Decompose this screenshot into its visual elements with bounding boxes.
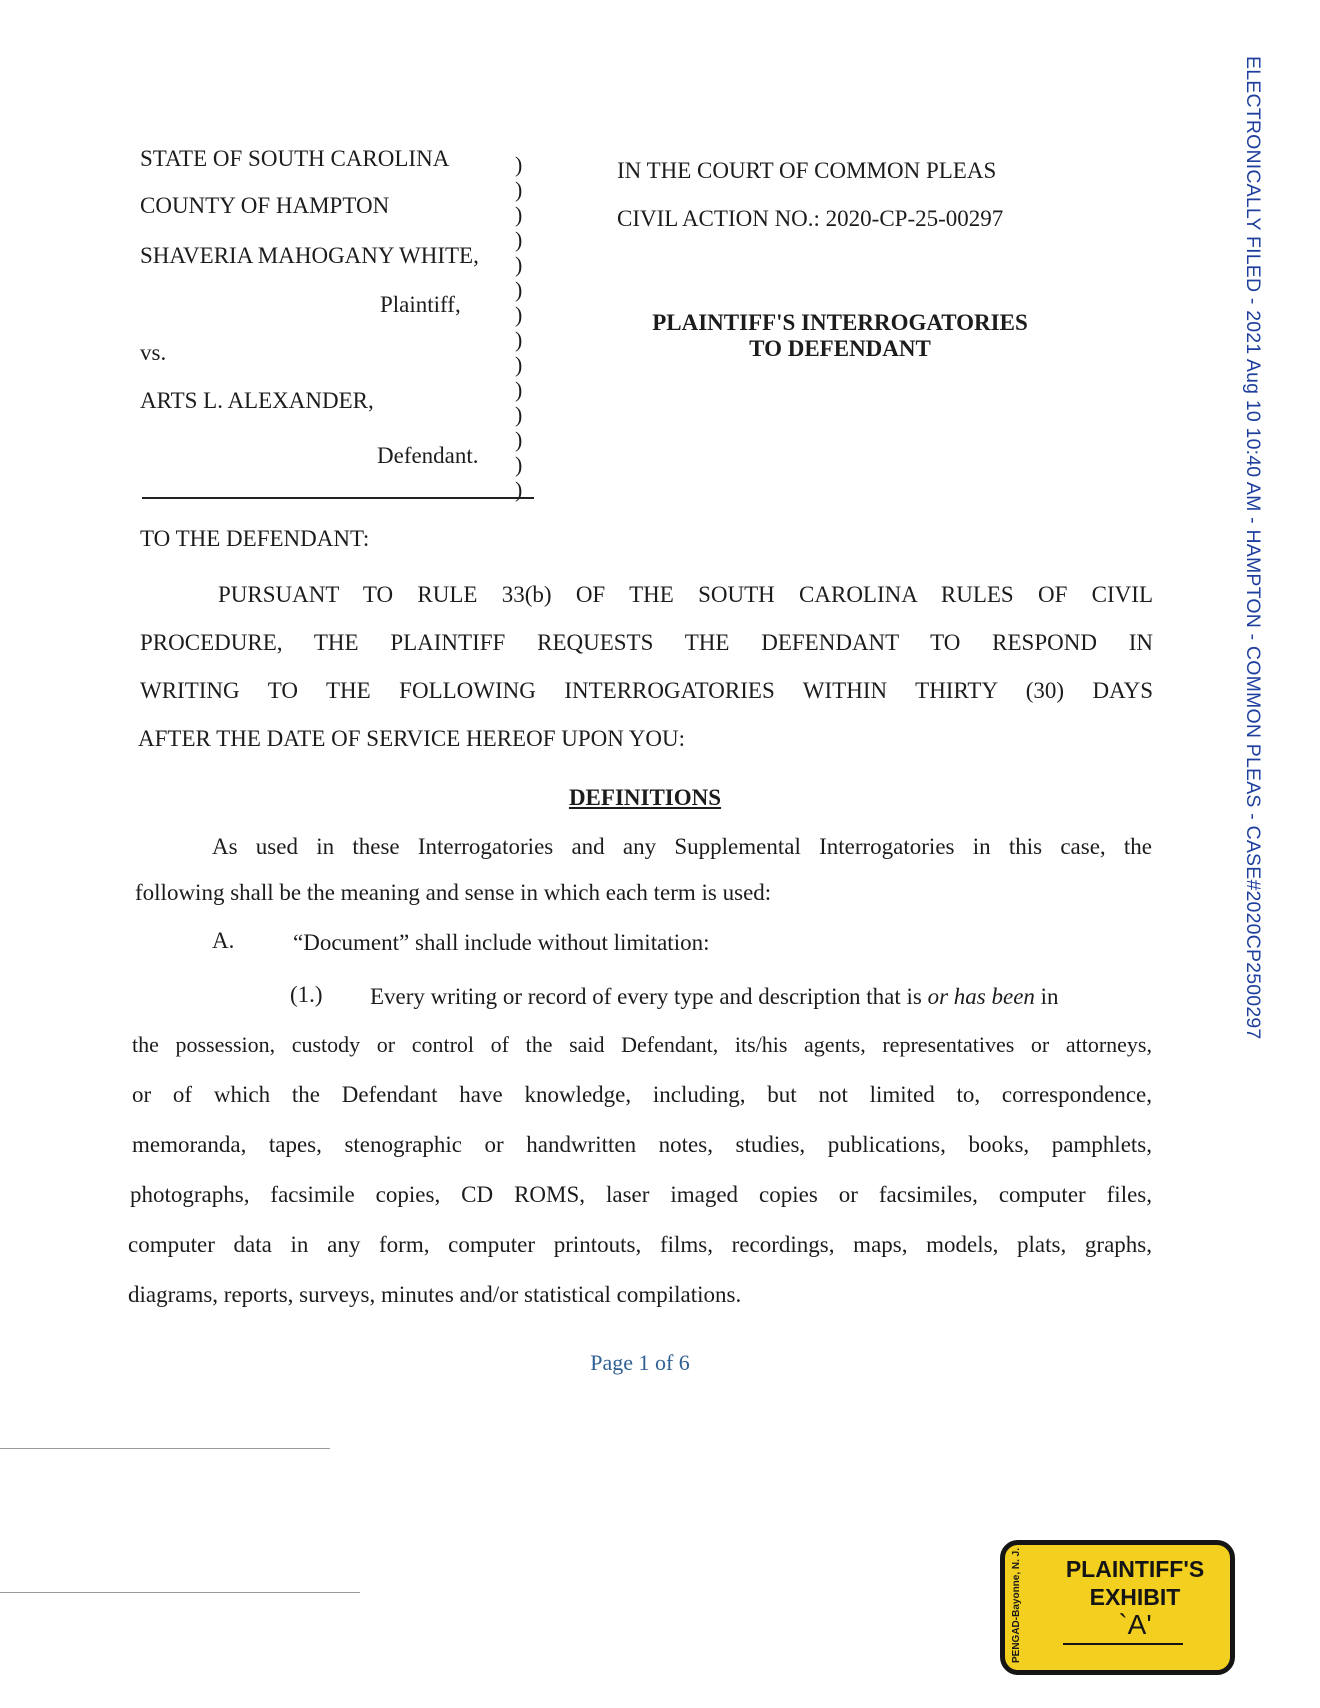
e-filing-stamp — [1230, 56, 1270, 1116]
civil-action-number: CIVIL ACTION NO.: 2020-CP-25-00297 — [617, 206, 1004, 231]
intro-line-2: PROCEDURE, THE PLAINTIFF REQUESTS THE DEFENDANT TO RESPOND IN — [140, 630, 1153, 655]
caption-paren: ) — [515, 352, 523, 377]
defendant-name: ARTS L. ALEXANDER, — [140, 388, 374, 413]
sticker-exhibit-letter: `A' — [1118, 1609, 1152, 1640]
defendant-label: Defendant. — [377, 443, 479, 468]
plaintiff-label: Plaintiff, — [380, 292, 461, 317]
sub-item-1-first-line-text: Every writing or record of every type and description that is — [370, 984, 928, 1009]
intro-line-1: PURSUANT TO RULE 33(b) OF THE SOUTH CAROLINA RULES OF CIVIL — [218, 582, 1153, 607]
sub-item-1-line: or of which the Defendant have knowledge, including, but not limited to, correspondence, — [132, 1082, 1152, 1107]
item-a-text: “Document” shall include without limitation: — [293, 930, 710, 955]
sticker-vendor — [1011, 1547, 1033, 1666]
caption-paren: ) — [515, 427, 523, 452]
intro-line-4: AFTER THE DATE OF SERVICE HEREOF UPON YOU: — [138, 726, 685, 751]
sticker-vendor-text: PENGAD-Bayonne, N. J. — [1011, 1547, 1022, 1663]
intro-line-3: WRITING TO THE FOLLOWING INTERROGATORIES WITHIN THIRTY (30) DAYS — [140, 678, 1153, 703]
title-line-2: TO DEFENDANT — [749, 336, 931, 361]
caption-underline — [142, 497, 534, 499]
caption-paren: ) — [515, 202, 523, 227]
caption-paren: ) — [515, 377, 523, 402]
caption-paren: ) — [515, 452, 523, 477]
caption-paren: ) — [515, 302, 523, 327]
definitions-intro-line-1: As used in these Interrogatories and any Supplemental Interrogatories in this case, the — [212, 834, 1152, 859]
page-number: Page 1 of 6 — [590, 1350, 690, 1375]
caption-paren: ) — [515, 227, 523, 252]
sticker-line-2: EXHIBIT — [1089, 1584, 1181, 1610]
sub-item-1-line: the possession, custody or control of the said Defendant, its/his agents, representatives or attorneys, — [132, 1032, 1152, 1057]
scan-artifact-line — [0, 1448, 330, 1449]
document-title — [610, 310, 1070, 362]
caption-paren: ) — [515, 177, 523, 202]
sub-item-1-line: computer data in any form, computer printouts, films, recordings, maps, models, plats, graphs, — [128, 1232, 1152, 1257]
plaintiff-name: SHAVERIA MAHOGANY WHITE, — [140, 243, 479, 268]
definitions-intro-line-2: following shall be the meaning and sense in which each term is used: — [135, 880, 772, 905]
state-line: STATE OF SOUTH CAROLINA — [140, 146, 450, 171]
court-name: IN THE COURT OF COMMON PLEAS — [617, 158, 997, 183]
title-line-1: PLAINTIFF'S INTERROGATORIES — [652, 310, 1028, 335]
sub-item-1-italic: or has been — [927, 984, 1035, 1009]
caption-paren: ) — [515, 152, 523, 177]
definitions-heading: DEFINITIONS — [568, 785, 722, 810]
versus-label: vs. — [140, 340, 167, 365]
caption-paren: ) — [515, 277, 523, 302]
sticker-line-1: PLAINTIFF'S — [1065, 1556, 1205, 1582]
exhibit-sticker — [1000, 1540, 1235, 1675]
caption-paren: ) — [515, 327, 523, 352]
caption-paren: ) — [515, 252, 523, 277]
sub-item-1-number: (1.) — [290, 982, 323, 1007]
scan-artifact-line — [0, 1592, 360, 1593]
item-a-letter: A. — [212, 928, 235, 953]
caption-parentheses — [515, 152, 522, 502]
county-line: COUNTY OF HAMPTON — [140, 193, 390, 218]
sub-item-1-first-line — [370, 984, 1059, 1010]
sub-item-1-line: photographs, facsimile copies, CD ROMS, laser imaged copies or facsimiles, computer files, — [130, 1182, 1152, 1207]
sticker-title — [1045, 1555, 1225, 1611]
caption-paren: ) — [515, 477, 523, 502]
sticker-underline — [1063, 1643, 1183, 1645]
sub-item-1-line: diagrams, reports, surveys, minutes and/or statistical compilations. — [128, 1282, 742, 1307]
caption-paren: ) — [515, 402, 523, 427]
e-filing-stamp-text: ELECTRONICALLY FILED - 2021 Aug 10 10:40 AM - HAMPTON - COMMON PLEAS - CASE#2020CP2500297 — [1242, 56, 1264, 1040]
salutation: TO THE DEFENDANT: — [140, 526, 370, 551]
sub-item-1-first-line-end: in — [1034, 984, 1059, 1009]
sub-item-1-line: memoranda, tapes, stenographic or handwritten notes, studies, publications, books, pamphlets, — [132, 1132, 1152, 1157]
